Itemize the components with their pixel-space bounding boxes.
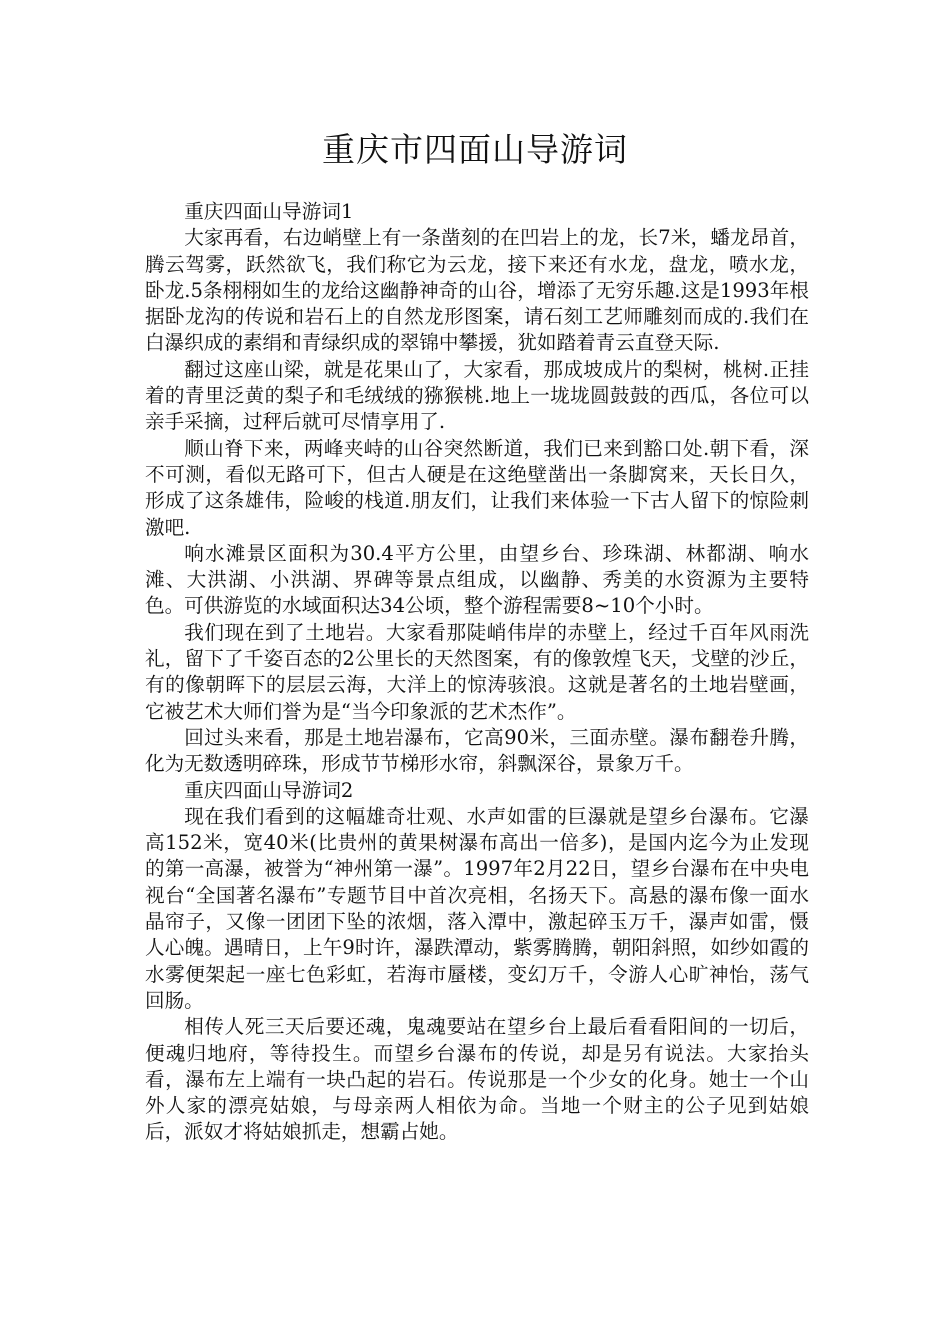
paragraph: 响水滩景区面积为30.4平方公里，由望乡台、珍珠湖、林都湖、响水滩、大洪湖、小洪湖、界碑等景点组成，以幽静、秀美的水资源为主要特色。可供游览的水域面积达34公顷，整个游程需要8~10个小时。 — [145, 541, 809, 618]
paragraph: 翻过这座山梁，就是花果山了，大家看，那成坡成片的梨树，桃树.正挂着的青里泛黄的梨子和毛绒绒的猕猴桃.地上一垅垅圆鼓鼓的西瓜，各位可以亲手采摘，过秤后就可尽情享用了. — [145, 357, 809, 434]
paragraph: 我们现在到了土地岩。大家看那陡峭伟岸的赤壁上，经过千百年风雨洗礼，留下了千姿百态的2公里长的天然图案，有的像敦煌飞天，戈壁的沙丘，有的像朝晖下的层层云海，大洋上的惊涛骇浪。这就是著名的土地岩壁画，它被艺术大师们誉为是“当今印象派的艺术杰作”。 — [145, 620, 809, 723]
section-heading: 重庆四面山导游词1 — [184, 200, 354, 223]
paragraph: 现在我们看到的这幅雄奇壮观、水声如雷的巨瀑就是望乡台瀑布。它瀑高152米，宽40米(比贵州的黄果树瀑布高出一倍多)，是国内迄今为止发现的第一高瀑，被誉为“神州第一瀑”。1997年2月22日，望乡台瀑布在中央电视台“全国著名瀑布”专题节目中首次亮相，名扬天下。高悬的瀑布像一面水晶帘子，又像一团团下坠的浓烟，落入潭中，激起碎玉万千，瀑声如雷，慑人心魄。遇晴日，上午9时许，瀑跌潭动，紫雾腾腾，朝阳斜照，如纱如霞的水雾便架起一座七色彩虹，若海市蜃楼，变幻万千，令游人心旷神怡，荡气回肠。 — [145, 804, 809, 1012]
paragraph: 顺山脊下来，两峰夹峙的山谷突然断道，我们已来到豁口处.朝下看，深不可测，看似无路可下，但古人硬是在这绝壁凿出一条脚窝来，天长日久，形成了这条雄伟，险峻的栈道.朋友们，让我们来体验一下古人留下的惊险刺激吧. — [145, 436, 809, 539]
section-heading: 重庆四面山导游词2 — [184, 778, 354, 802]
paragraph: 回过头来看，那是土地岩瀑布，它高90米，三面赤壁。瀑布翻卷升腾，化为无数透明碎珠，形成节节梯形水帘，斜飘深谷，景象万千。 — [145, 725, 809, 776]
paragraph: 相传人死三天后要还魂，鬼魂要站在望乡台上最后看看阳间的一切后，便魂归地府，等待投生。而望乡台瀑布的传说，却是另有说法。大家抬头看，瀑布左上端有一块凸起的岩石。传说那是一个少女的化身。她士一个山外人家的漂亮姑娘，与母亲两人相依为命。当地一个财主的公子见到姑娘后，派奴才将姑娘抓走，想霸占她。 — [145, 1015, 809, 1144]
document-title: 重庆市四面山导游词 — [322, 130, 628, 169]
paragraph: 大家再看，右边峭壁上有一条凿刻的在凹岩上的龙，长7米，蟠龙昂首，腾云驾雾，跃然欲飞，我们称它为云龙，接下来还有水龙，盘龙，喷水龙，卧龙.5条栩栩如生的龙给这幽静神奇的山谷，增添了无穷乐趣.这是1993年根据卧龙沟的传说和岩石上的自然龙形图案，请石刻工艺师雕刻而成的.我们在白瀑织成的素绢和青绿织成的翠锦中攀援，犹如踏着青云直登天际. — [145, 226, 809, 355]
document-body — [145, 199, 809, 1146]
